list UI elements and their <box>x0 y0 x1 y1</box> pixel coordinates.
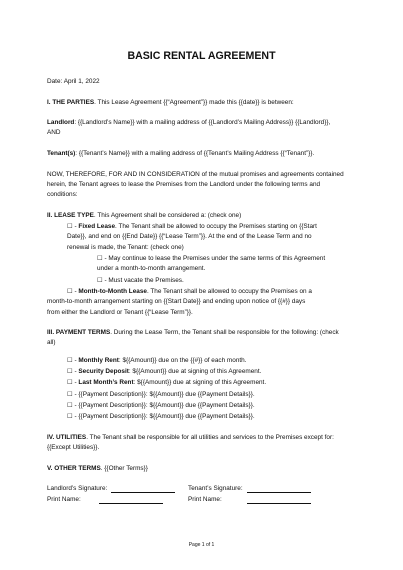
payment-item-text: : ${{Amount}} due on the {{#}} of each month. <box>118 356 247 364</box>
renewal-option-text: under a month-to-month arrangement. <box>97 265 206 273</box>
consideration-line: NOW, THEREFORE, FOR AND IN CONSIDERATION of the mutual promises and agreements contained <box>47 170 344 178</box>
parties-heading: I. THE PARTIES <box>47 98 95 106</box>
payment-item-text: - {{Payment Description}}: ${{Amount}} due {{Payment Details}}. <box>74 390 255 398</box>
checkbox-icon[interactable]: ☐ <box>97 254 103 263</box>
utilities-heading: IV. UTILITIES <box>47 433 87 441</box>
mtm-lease-text: month-to-month arrangement starting on {{Start Date}} and ending upon notice of {{#}} days <box>47 298 306 306</box>
payment-item-text: : ${{Amount}} due at signing of this Agreement. <box>128 368 262 376</box>
payment-terms-heading: III. PAYMENT TERMS <box>47 329 111 337</box>
payment-item-text: : ${{Amount}} due at signing of this Agreement. <box>133 379 267 387</box>
document-title: BASIC RENTAL AGREEMENT <box>127 50 276 62</box>
tenant-paragraph <box>47 149 356 159</box>
date-line: Date: April 1, 2022 <box>47 78 100 85</box>
utilities-text: . The Tenant shall be responsible for all utilities and services to the Premises except for: <box>86 433 334 441</box>
tenant-text: : {{Tenant’s Name}} with a mailing address of {{Tenant’s Mailing Address {{“Tenant”}}. <box>75 150 315 158</box>
page-footer: Page 1 of 1 <box>188 542 215 548</box>
tenant-signature-line[interactable] <box>247 484 311 493</box>
tenant-label: Tenant(s) <box>47 150 76 158</box>
landlord-label: Landlord <box>47 119 75 127</box>
checkbox-icon[interactable]: ☐ <box>97 275 103 284</box>
payment-terms-intro: . During the Lease Term, the Tenant shall be responsible for the following: (check <box>110 329 339 337</box>
renewal-option-text: - Must vacate the Premises. <box>104 276 184 284</box>
payment-terms-paragraph <box>47 328 356 338</box>
payment-item-label: Security Deposit <box>78 368 129 376</box>
month-to-month-option: ☐ - Month-to-Month Lease. The Tenant shall be allowed to occupy the Premises on a <box>67 286 312 295</box>
landlord-print-name-label: Print Name: <box>47 495 81 503</box>
signature-row <box>47 484 356 494</box>
mtm-lease-text: from either the Landlord or Tenant {{“Lease Term”}}. <box>47 308 193 316</box>
other-terms-text: . {{Other Terms}} <box>100 464 148 472</box>
checkbox-icon[interactable]: ☐ <box>67 412 73 421</box>
landlord-text: : {{Landlord’s Name}} with a mailing address of {{Landlord’s Mailing Address}} {{Landlord}}, <box>74 119 331 127</box>
consideration-line: conditions: <box>47 191 78 199</box>
utilities-paragraph <box>47 433 356 443</box>
landlord-paragraph <box>47 118 356 128</box>
fixed-lease-text: renewal is made, the Tenant: (check one) <box>67 243 184 251</box>
lease-type-intro: . This Agreement shall be considered a: (check one) <box>93 211 242 219</box>
landlord-signature-line[interactable] <box>111 484 175 493</box>
tenant-signature-label: Tenant’s Signature: <box>188 485 243 493</box>
fixed-lease-option: ☐ - Fixed Lease. The Tenant shall be allowed to occupy the Premises starting on {{Start Date}}, and end on {{End Date}} {{“Lease Term”}}. At the end of the Lease Term and no renewal is made, the Tenant: (check one) <box>47 221 356 253</box>
checkbox-icon[interactable]: ☐ <box>67 389 73 398</box>
print-name-row <box>47 495 356 505</box>
checkbox-icon[interactable]: ☐ <box>67 400 73 409</box>
renewal-option-text: - May continue to lease the Premises under the same terms of this Agreement <box>104 255 326 263</box>
other-terms-heading: V. OTHER TERMS <box>47 464 101 472</box>
lease-type-heading: II. LEASE TYPE <box>47 211 94 219</box>
payment-item: ☐ - Monthly Rent: ${{Amount}} due on the {{#}} of each month. <box>67 355 247 364</box>
renewal-option-continue <box>47 253 356 275</box>
parties-paragraph <box>47 98 356 108</box>
payment-item: ☐ - Last Month’s Rent: ${{Amount}} due at signing of this Agreement. <box>67 378 267 387</box>
payment-item <box>67 389 356 400</box>
payment-item-label: Last Month’s Rent <box>78 379 134 387</box>
payment-items <box>47 355 356 423</box>
payment-item: ☐ - Security Deposit: ${{Amount}} due at signing of this Agreement. <box>67 367 262 376</box>
and-text: AND <box>47 129 61 137</box>
payment-item <box>67 411 356 422</box>
utilities-text: {{Except Utilities}}. <box>47 444 100 452</box>
other-terms-paragraph <box>47 464 356 474</box>
tenant-print-name-label: Print Name: <box>188 495 222 503</box>
lease-type-paragraph <box>47 211 356 221</box>
checkbox-icon[interactable]: ☐ <box>67 222 73 231</box>
payment-item-text: - {{Payment Description}}: ${{Amount}} due {{Payment Details}}. <box>74 413 255 421</box>
consideration-line: herein, the Tenant agrees to lease the Premises from the Landlord under the following terms and <box>47 180 321 188</box>
parties-text: . This Lease Agreement {{“Agreement”}} made this {{date}} is between: <box>94 98 294 106</box>
landlord-print-name-line[interactable] <box>99 495 163 504</box>
mtm-lease-text: . The Tenant shall be allowed to occupy the Premises on a <box>146 287 312 295</box>
landlord-signature-label: Landlord’s Signature: <box>47 485 108 493</box>
mtm-lease-label: Month-to-Month Lease <box>78 287 147 295</box>
fixed-lease-text: . The Tenant shall be allowed to occupy the Premises starting on {{Start <box>115 223 317 231</box>
checkbox-icon[interactable]: ☐ <box>67 378 73 387</box>
checkbox-icon[interactable]: ☐ <box>67 367 73 376</box>
tenant-print-name-line[interactable] <box>247 495 311 504</box>
checkbox-icon[interactable]: ☐ <box>67 286 73 295</box>
payment-terms-intro: all) <box>47 339 56 347</box>
payment-item-text: - {{Payment Description}}: ${{Amount}} due {{Payment Details}}. <box>74 401 255 409</box>
checkbox-icon[interactable]: ☐ <box>67 355 73 364</box>
fixed-lease-text: Date}}, and end on {{End Date}} {{“Lease Term”}}. At the end of the Lease Term and no <box>67 233 312 241</box>
payment-item-label: Monthly Rent <box>78 356 119 364</box>
fixed-lease-label: Fixed Lease <box>78 223 116 231</box>
payment-item <box>67 400 356 411</box>
renewal-option-vacate <box>47 275 356 286</box>
